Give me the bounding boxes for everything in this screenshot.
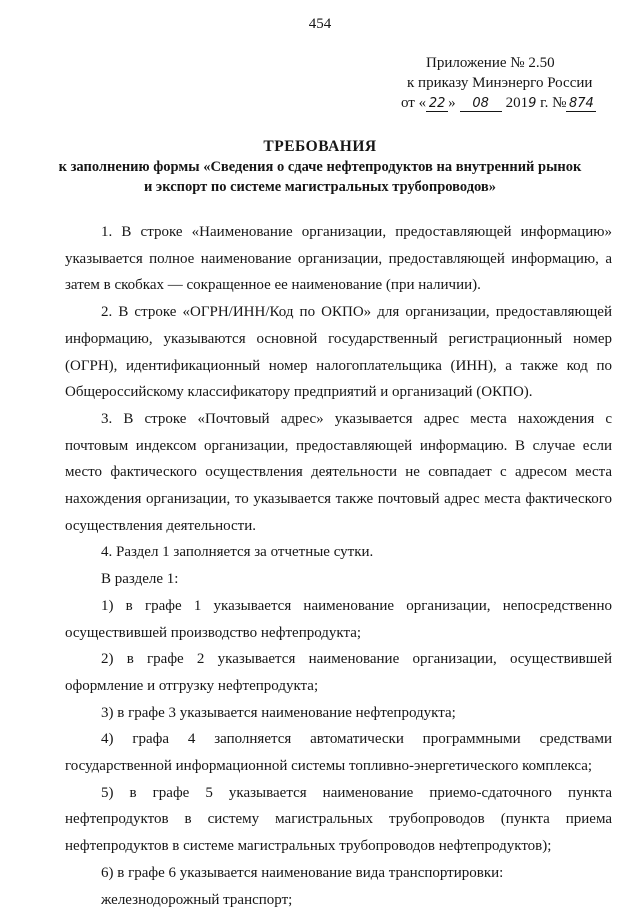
list-item-6-subitem: железнодорожный транспорт; (101, 891, 293, 908)
list-item-2: 2) в графе 2 указывается наименование организации, осуществившей оформление и отгрузку нефтепродукта; (65, 651, 612, 694)
year-prefix: 201 (505, 95, 529, 111)
title-subtitle-line-2: и экспорт по системе магистральных трубопроводов» (143, 179, 497, 195)
paragraph-3: 3. В строке «Почтовый адрес» указывается адрес места нахождения с почтовым индексом организации, предоставляющей информацию. В случае если место фактического осуществления деятельности не совпадает с адресом места нахождения организации, то указывается также почтовый адрес места фактического осуществления деятельности. (65, 410, 612, 534)
appendix-order-reference: к приказу Минэнерго России (407, 75, 593, 91)
handwritten-month: 08 (460, 96, 502, 112)
date-prefix: от « (401, 95, 427, 111)
handwritten-day: 22 (426, 96, 448, 112)
document-title (0, 137, 640, 197)
appendix-number: Приложение № 2.50 (426, 55, 555, 71)
handwritten-order-number: 874 (566, 96, 596, 112)
page-number: 454 (308, 16, 332, 32)
list-item-3: 3) в графе 3 указывается наименование нефтепродукта; (101, 704, 456, 721)
paragraph-2: 2. В строке «ОГРН/ИНН/Код по ОКПО» для организации, предоставляющей информацию, указываются основной государственный регистрационный номер (ОГРН), идентификационный номер налогоплательщика (ИНН), а также код по Общероссийскому классификатору предприятий и организаций (ОКПО). (65, 304, 612, 401)
appendix-date-line (401, 93, 596, 113)
paragraph-1: 1. В строке «Наименование организации, предоставляющей информацию» указывается полное наименование организации, предоставляющей информацию, а затем в скобках — сокращенное ее наименование (при наличии). (65, 224, 612, 294)
year-suffix: г. № (536, 95, 567, 111)
title-subtitle-line-1: к заполнению формы «Сведения о сдаче нефтепродуктов на внутренний рынок (58, 159, 582, 175)
list-item-1: 1) в графе 1 указывается наименование организации, непосредственно осуществившей производство нефтепродукта; (65, 597, 612, 641)
list-item-5: 5) в графе 5 указывается наименование приемо-сдаточного пункта нефтепродуктов в систему магистральных трубопроводов (пункта приема нефтепродуктов в системе магистральных трубопроводов нефтепродуктов); (65, 784, 612, 855)
document-body (65, 219, 612, 913)
paragraph-section-intro: В разделе 1: (101, 571, 179, 588)
appendix-header (401, 53, 596, 113)
list-item-6: 6) в графе 6 указывается наименование вида транспортировки: (101, 864, 504, 881)
date-day-suffix: » (448, 95, 456, 111)
list-item-4: 4) графа 4 заполняется автоматически программными средствами государственной информационной системы топливно-энергетического комплекса; (65, 731, 612, 775)
handwritten-year-digit: 9 (528, 96, 537, 111)
paragraph-4: 4. Раздел 1 заполняется за отчетные сутки. (101, 544, 374, 561)
title-main: ТРЕБОВАНИЯ (263, 138, 377, 155)
